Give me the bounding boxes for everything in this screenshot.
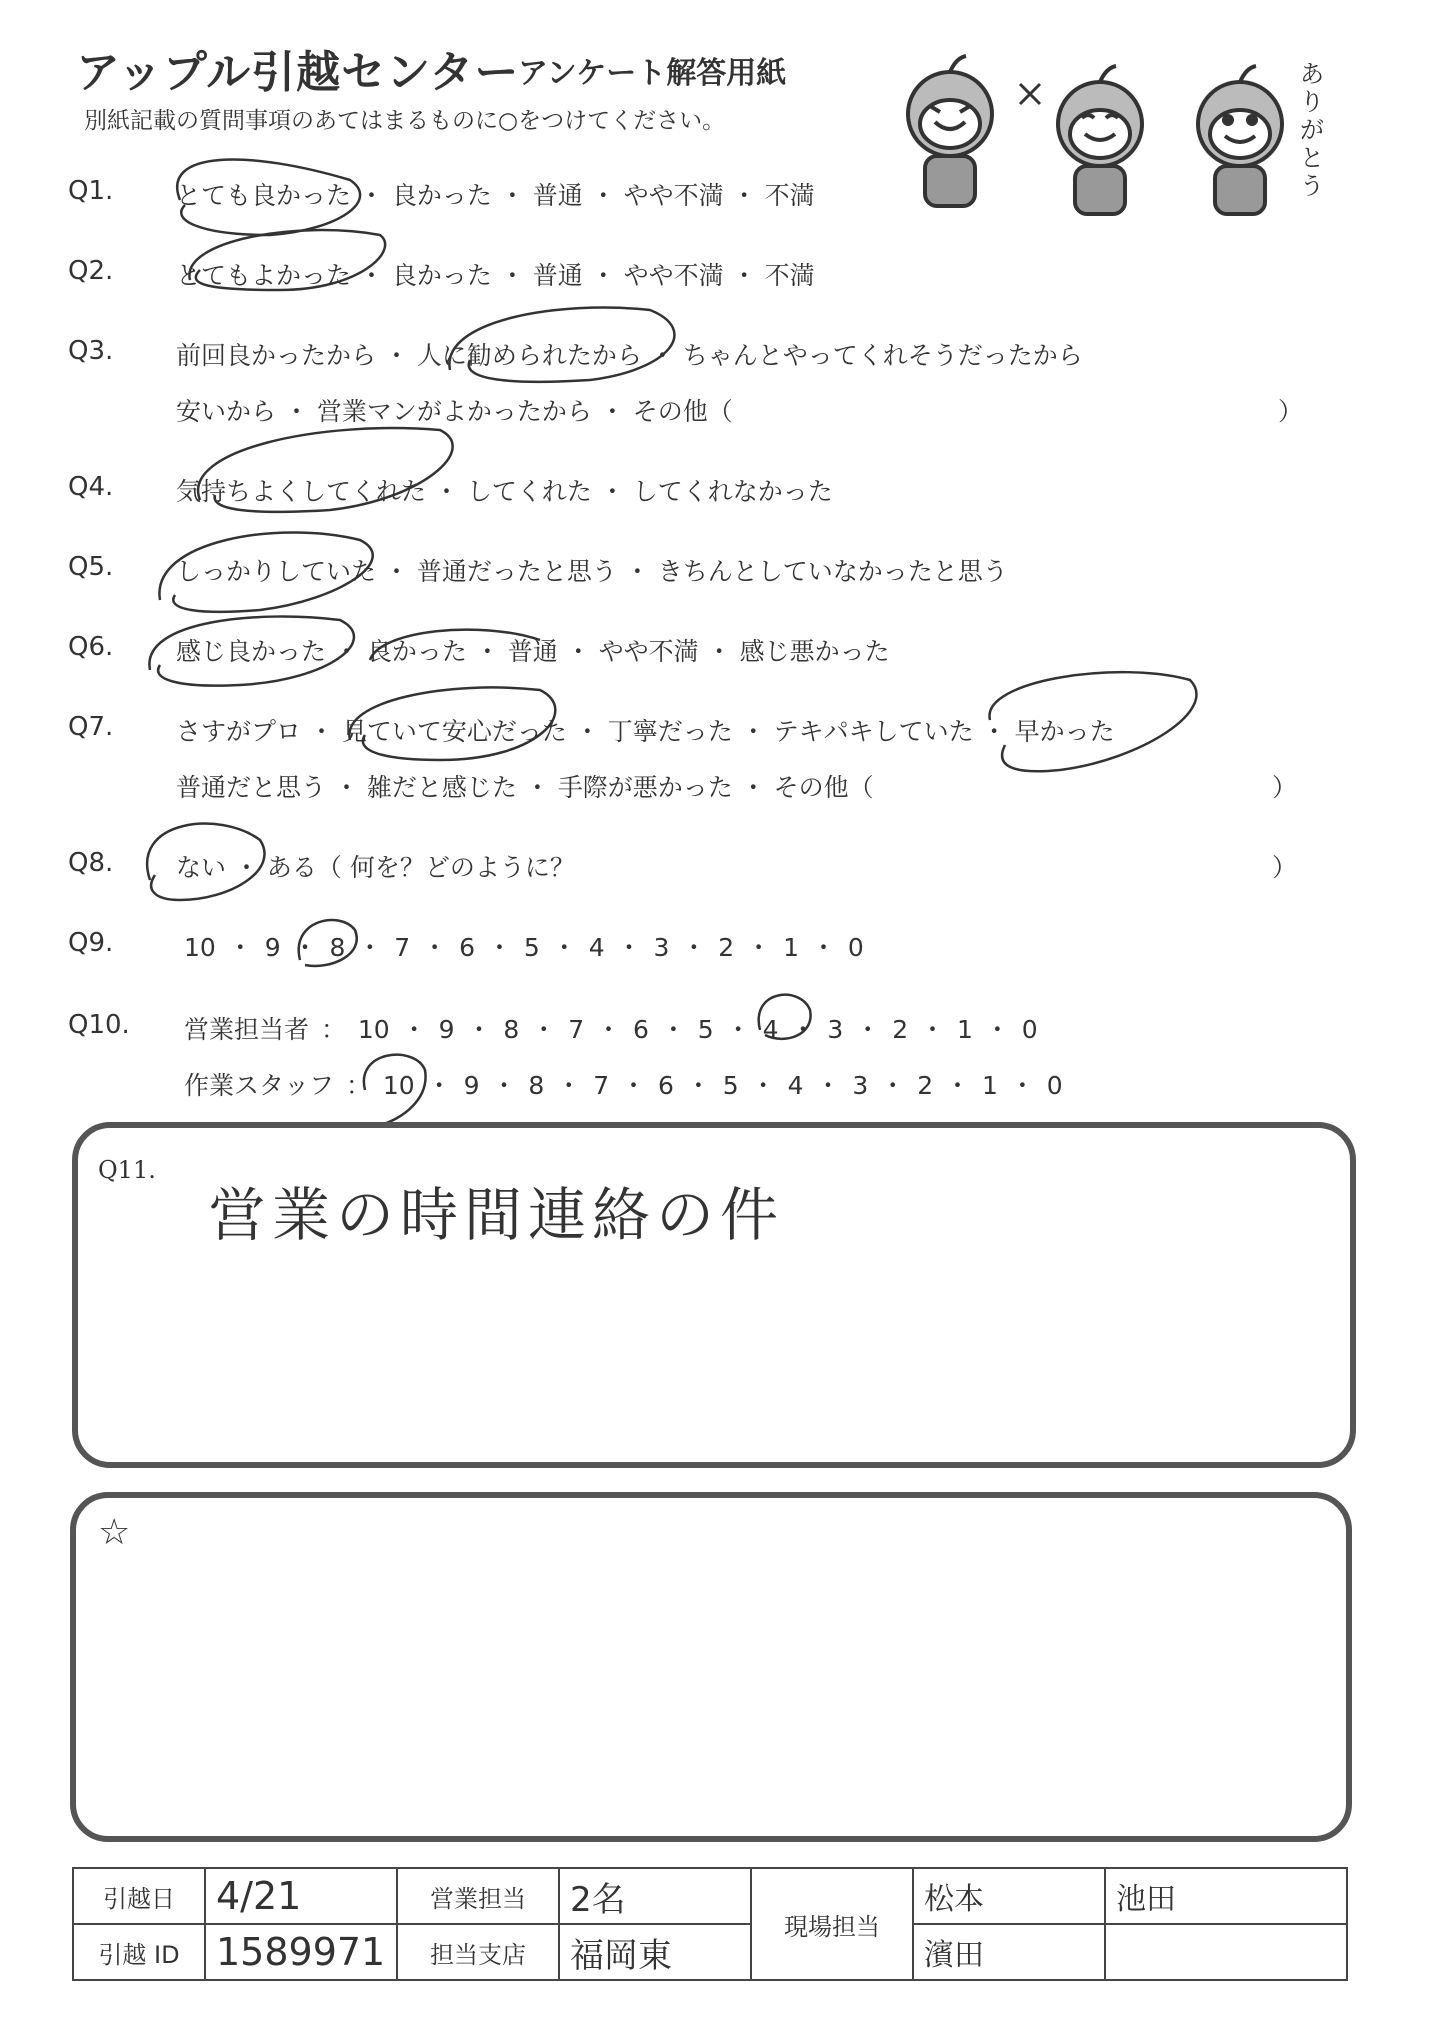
q8-close-paren: ） bbox=[1272, 853, 1298, 882]
q11-handwritten-comment: 営業の時間連絡の件 bbox=[208, 1181, 785, 1249]
q4-options: 気持ちよくしてくれた ・ してくれた ・ してくれなかった bbox=[176, 477, 833, 506]
site-staff-4 bbox=[1105, 1924, 1347, 1980]
q2-options: とてもよかった ・ 良かった ・ 普通 ・ やや不満 ・ 不満 bbox=[176, 261, 815, 290]
q7-options-line1: さすがプロ ・ 見ていて安心だった ・ 丁寧だった ・ テキパキしていた ・ 早かった bbox=[176, 717, 1115, 746]
form-title: アップル引越センター bbox=[76, 47, 520, 98]
instruction-text: 別紙記載の質問事項のあてはまるものに○をつけてください。 bbox=[84, 108, 726, 134]
q3-label: Q3. bbox=[68, 336, 114, 366]
star-comment-box[interactable] bbox=[70, 1492, 1352, 1842]
move-date-label: 引越日 bbox=[73, 1868, 205, 1924]
q9-scale: 10 ・ 9 ・ 8 ・ 7 ・ 6 ・ 5 ・ 4 ・ 3 ・ 2 ・ 1 ・ 0 bbox=[184, 933, 864, 962]
branch-label: 担当支店 bbox=[397, 1924, 559, 1980]
q7-close-paren: ） bbox=[1272, 773, 1298, 802]
move-date-value: 4/21 bbox=[205, 1868, 397, 1924]
q1-label: Q1. bbox=[68, 176, 114, 206]
site-staff-3: 濱田 bbox=[913, 1924, 1105, 1980]
branch-value: 福岡東 bbox=[559, 1924, 751, 1980]
q7-options-line2: 普通だと思う ・ 雑だと感じた ・ 手際が悪かった ・ その他（ bbox=[176, 773, 874, 802]
sales-label: 営業担当 bbox=[397, 1868, 559, 1924]
q6-options: 感じ良かった ・ 良かった ・ 普通 ・ やや不満 ・ 感じ悪かった bbox=[176, 637, 890, 666]
q2-label: Q2. bbox=[68, 256, 114, 286]
q8-label: Q8. bbox=[68, 848, 114, 878]
monkey-mascots-illustration bbox=[880, 44, 1340, 224]
site-staff-2: 池田 bbox=[1105, 1868, 1347, 1924]
q3-options-line1: 前回良かったから ・ 人に勧められたから ・ ちゃんとやってくれそうだったから bbox=[176, 341, 1083, 370]
q8-options: ない ・ ある（ 何を？どのように？ bbox=[176, 853, 575, 882]
q6-label: Q6. bbox=[68, 632, 114, 662]
q11-label: Q11. bbox=[98, 1156, 156, 1184]
form-subtitle: アンケート解答用紙 bbox=[518, 56, 787, 91]
q10-label: Q10. bbox=[68, 1010, 130, 1040]
q10-sales-scale: 営業担当者 ： 10 ・ 9 ・ 8 ・ 7 ・ 6 ・ 5 ・ 4 ・ 3 ・ 2 ・ 1 ・ 0 bbox=[184, 1015, 1038, 1044]
move-id-value: 1589971 bbox=[205, 1924, 397, 1980]
move-info-table bbox=[72, 1867, 1348, 1981]
q5-label: Q5. bbox=[68, 552, 114, 582]
q3-close-paren: ） bbox=[1278, 397, 1304, 426]
q3-options-line2: 安いから ・ 営業マンがよかったから ・ その他（ bbox=[176, 397, 733, 426]
sales-value: 2名 bbox=[559, 1868, 751, 1924]
q9-label: Q9. bbox=[68, 928, 114, 958]
q1-options: とても良かった ・ 良かった ・ 普通 ・ やや不満 ・ 不満 bbox=[176, 181, 815, 210]
q7-label: Q7. bbox=[68, 712, 114, 742]
site-staff-1: 松本 bbox=[913, 1868, 1105, 1924]
q5-options: しっかりしていた ・ 普通だったと思う ・ きちんとしていなかったと思う bbox=[176, 557, 1008, 586]
star-icon: ☆ bbox=[98, 1512, 131, 1553]
move-id-label: 引越 ID bbox=[73, 1924, 205, 1980]
mascot-caption: ありがとう bbox=[1300, 60, 1324, 200]
q4-label: Q4. bbox=[68, 472, 114, 502]
site-staff-label: 現場担当 bbox=[751, 1868, 913, 1980]
q10-staff-scale: 作業スタッフ ： 10 ・ 9 ・ 8 ・ 7 ・ 6 ・ 5 ・ 4 ・ 3 ・ 2 ・ 1 ・ 0 bbox=[184, 1071, 1063, 1100]
